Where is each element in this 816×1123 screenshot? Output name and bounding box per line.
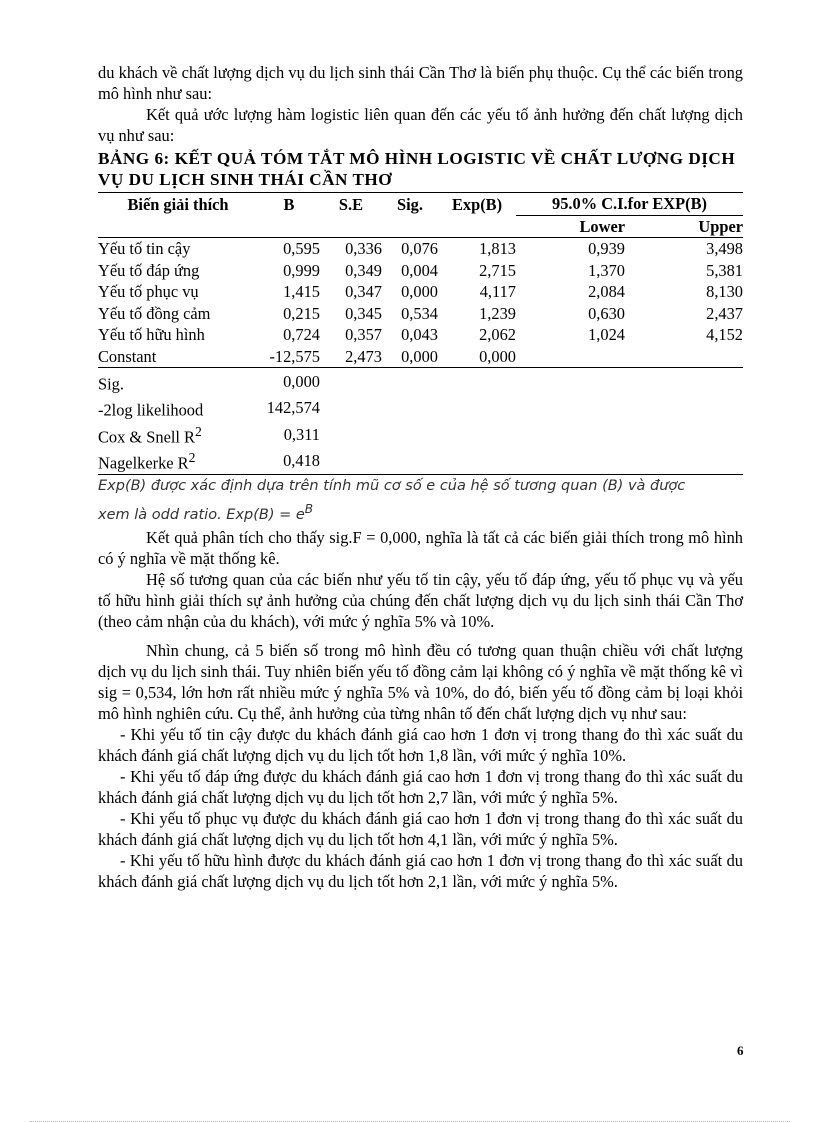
table-row <box>98 324 743 346</box>
table-title: BẢNG 6: KẾT QUẢ TÓM TẮT MÔ HÌNH LOGISTIC VỀ CHẤT LƯỢNG DỊCH VỤ DU LỊCH SINH THÁI CẦN THƠ <box>98 148 743 193</box>
row-name: Yếu tố tin cậy <box>98 239 191 259</box>
bullet-item: - Khi yếu tố tin cậy được du khách đánh giá cao hơn 1 đơn vị trong thang đo thì xác suất du khách đánh giá chất lượng dịch vụ du lịch tốt hơn 1,8 lần, với mức ý nghĩa 10%. <box>98 724 743 765</box>
row-se: 0,347 <box>345 282 382 302</box>
stats-row <box>98 394 743 420</box>
paragraph-coefficients: Hệ số tương quan của các biến như yếu tố tin cậy, yếu tố đáp ứng, yếu tố phục vụ và yếu tố hữu hình giải thích sự ảnh hưởng của chúng đến chất lượng dịch vụ du lịch sinh thái Cần Thơ (theo cảm nhận của du khách), với mức ý nghĩa 5% và 10%. <box>98 569 743 631</box>
document-page <box>98 62 743 892</box>
row-sig: 0,076 <box>401 239 438 259</box>
row-exp: 2,062 <box>479 325 516 345</box>
table-subheader-row <box>98 215 743 238</box>
stats-row <box>98 447 743 474</box>
stat-value: 0,311 <box>283 424 320 444</box>
table-row <box>98 346 743 368</box>
row-se: 0,357 <box>345 325 382 345</box>
table-note <box>98 475 743 527</box>
row-upper: 2,437 <box>706 303 744 323</box>
stat-value: 142,574 <box>266 398 320 418</box>
row-name: Yếu tố đồng cảm <box>98 303 211 323</box>
note-line-2: xem là odd ratio. $Exp(B) = e^B$ <box>98 501 314 523</box>
bullet-item: - Khi yếu tố đáp ứng được du khách đánh giá cao hơn 1 đơn vị trong thang đo thì xác suất du khách đánh giá chất lượng dịch vụ du lịch tốt hơn 2,7 lần, với mức ý nghĩa 5%. <box>98 766 743 807</box>
row-exp: 0,000 <box>438 346 516 368</box>
header-sig: Sig. <box>397 194 423 214</box>
row-exp: 1,239 <box>479 303 516 323</box>
row-b: 0,724 <box>283 325 320 345</box>
row-lower: 2,084 <box>588 282 625 302</box>
row-upper: 8,130 <box>706 282 744 302</box>
row-sig: 0,043 <box>401 325 438 345</box>
row-se: 2,473 <box>320 346 382 368</box>
stat-value: 0,000 <box>283 371 320 391</box>
stat-name: -2log likelihood <box>98 400 204 420</box>
row-b: 0,595 <box>283 239 320 259</box>
row-se: 0,349 <box>345 260 382 280</box>
bullet-item: - Khi yếu tố hữu hình được du khách đánh giá cao hơn 1 đơn vị trong thang đo thì xác suất du khách đánh giá chất lượng dịch vụ du lịch tốt hơn 2,1 lần, với mức ý nghĩa 5%. <box>98 850 743 891</box>
row-sig: 0,000 <box>401 282 438 302</box>
row-b: 1,415 <box>283 282 320 302</box>
table-header-row <box>98 193 743 215</box>
paragraph-sig-result: Kết quả phân tích cho thấy sig.F = 0,000, nghĩa là tất cả các biến giải thích trong mô hình có ý nghĩa về mặt thống kê. <box>98 527 743 568</box>
note-line-1: Exp(B) được xác định dựa trên tính mũ cơ số e của hệ số tương quan (B) và được <box>98 477 686 494</box>
row-upper: 3,498 <box>706 239 744 259</box>
header-upper: Upper <box>625 215 743 238</box>
page-divider <box>30 1121 790 1122</box>
header-ci: 95.0% C.I.for EXP(B) <box>516 193 743 215</box>
stat-name: Cox & Snell $R^2$ <box>98 423 202 447</box>
row-exp: 1,813 <box>479 239 516 259</box>
row-name: Yếu tố đáp ứng <box>98 260 200 280</box>
header-lower: Lower <box>516 215 625 238</box>
paragraph-intro: du khách về chất lượng dịch vụ du lịch sinh thái Cần Thơ là biến phụ thuộc. Cụ thể các biến trong mô hình như sau: <box>98 63 743 103</box>
row-lower: 0,630 <box>588 303 625 323</box>
row-b: 0,999 <box>283 260 320 280</box>
row-upper: 4,152 <box>706 325 744 345</box>
stat-name: Nagelkerke $R^2$ <box>98 447 258 474</box>
table-row <box>98 260 743 282</box>
row-lower: 1,370 <box>588 260 625 280</box>
page-number: 6 <box>737 1043 744 1058</box>
row-exp: 2,715 <box>479 260 516 280</box>
stat-name: Sig. <box>98 374 124 394</box>
stats-row <box>98 368 743 395</box>
row-lower: 0,939 <box>588 239 625 259</box>
row-name: Yếu tố hữu hình <box>98 325 205 345</box>
row-b: 0,215 <box>283 303 320 323</box>
paragraph-overview: Nhìn chung, cả 5 biến số trong mô hình đều có tương quan thuận chiều với chất lượng dịch vụ du lịch sinh thái. Tuy nhiên biến yếu tố đồng cảm lại không có ý nghĩa về mặt thống kê vì sig = 0,534, lớn hơn rất nhiều mức ý nghĩa 5% và 10%, do đó, biến yếu tố đồng cảm bị loại khỏi mô hình nghiên cứu. Cụ thể, ảnh hưởng của từng nhân tố đến chất lượng dịch vụ như sau: <box>98 640 743 723</box>
header-variable: Biến giải thích <box>127 194 229 214</box>
header-b: B <box>283 194 295 214</box>
stat-value: 0,418 <box>258 447 320 474</box>
row-se: 0,345 <box>345 303 382 323</box>
row-sig: 0,534 <box>401 303 438 323</box>
stats-row <box>98 421 743 447</box>
header-se: S.E <box>338 194 364 214</box>
paragraph-estimation: Kết quả ước lượng hàm logistic liên quan đến các yếu tố ảnh hưởng đến chất lượng dịch vụ như sau: <box>98 105 743 145</box>
row-sig: 0,004 <box>401 260 438 280</box>
logistic-results-table <box>98 193 743 475</box>
row-sig: 0,000 <box>382 346 438 368</box>
row-upper <box>625 346 743 368</box>
table-row <box>98 238 743 260</box>
row-b: -12,575 <box>258 346 320 368</box>
table-row <box>98 303 743 325</box>
row-lower <box>516 346 625 368</box>
table-row <box>98 281 743 303</box>
row-name: Yếu tố phục vụ <box>98 282 199 302</box>
row-se: 0,336 <box>345 239 382 259</box>
header-expb: Exp(B) <box>451 194 503 214</box>
row-exp: 4,117 <box>479 282 516 302</box>
row-upper: 5,381 <box>706 260 744 280</box>
row-name: Constant <box>98 346 258 368</box>
row-lower: 1,024 <box>588 325 625 345</box>
bullet-item: - Khi yếu tố phục vụ được du khách đánh giá cao hơn 1 đơn vị trong thang đo thì xác suất du khách đánh giá chất lượng dịch vụ du lịch tốt hơn 4,1 lần, với mức ý nghĩa 5%. <box>98 808 743 849</box>
